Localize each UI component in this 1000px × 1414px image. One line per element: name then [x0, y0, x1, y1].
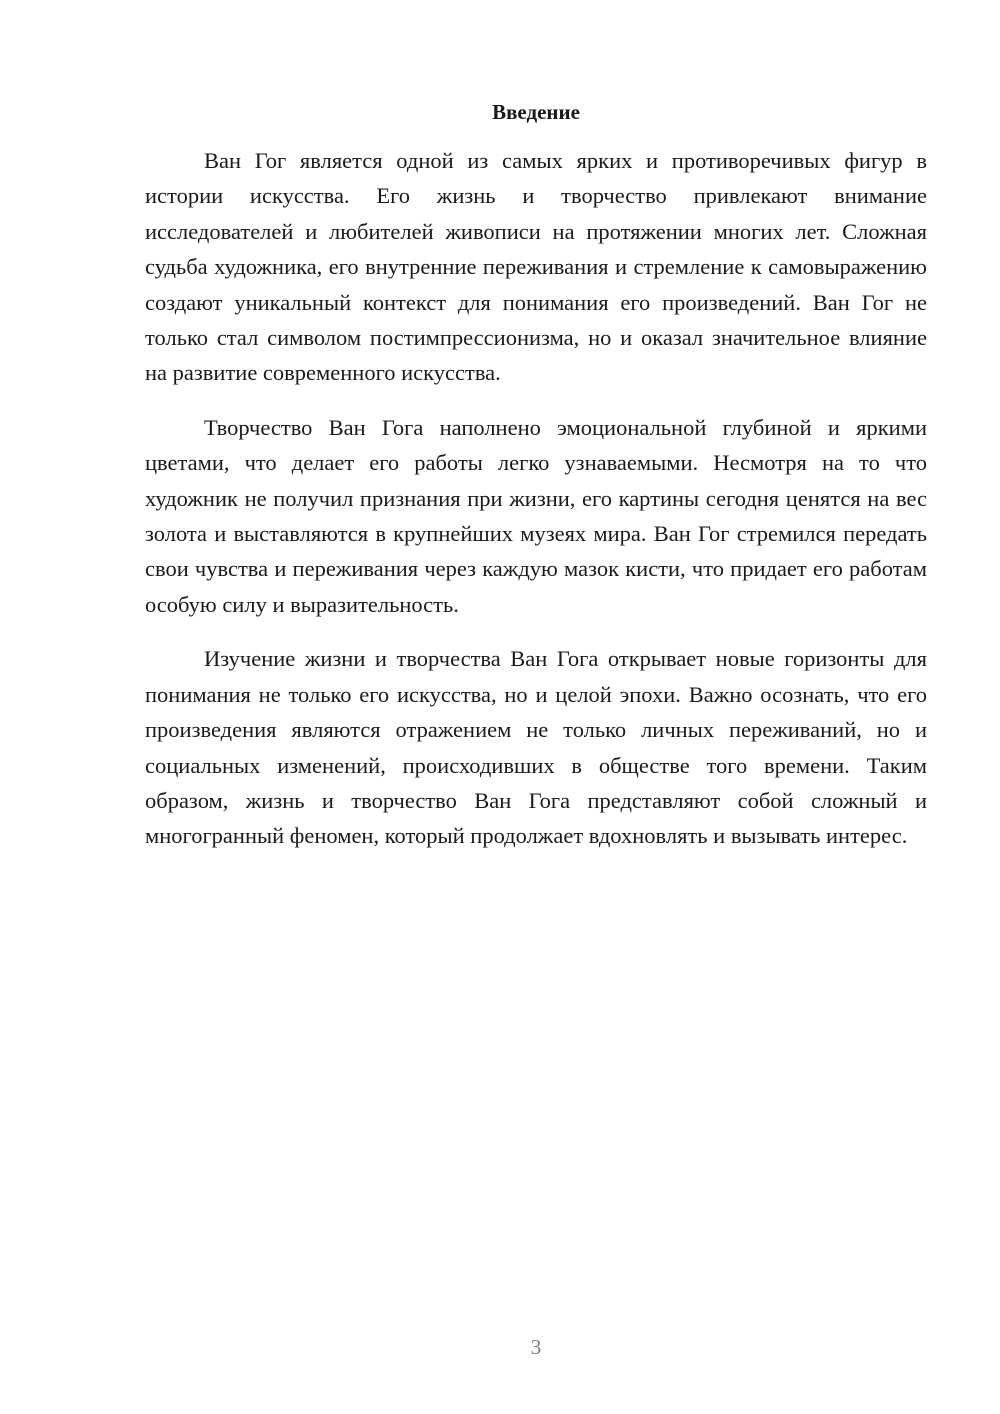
paragraph-3: Изучение жизни и творчества Ван Гога открывает новые горизонты для понимания не только его искусства, но и целой эпохи. Важно осознать, что его произведения являются отражением не только личных переживаний, но и социальных изменений, происходивших в обществе того времени. Таким образом, жизнь и творчество Ван Гога представляют собой сложный и многогранный феномен, который продолжает вдохновлять и вызывать интерес. [145, 646, 927, 849]
body-text [145, 143, 927, 873]
paragraph-2: Творчество Ван Гога наполнено эмоциональной глубиной и яркими цветами, что делает его работы легко узнаваемыми. Несмотря на то что художник не получил признания при жизни, его картины сегодня ценятся на вес золота и выставляются в крупнейших музеях мира. Ван Гог стремился передать свои чувства и переживания через каждую мазок кисти, что придает его работам особую силу и выразительность. [145, 414, 927, 617]
paragraph-1: Ван Гог является одной из самых ярких и противоречивых фигур в истории искусства. Его жизнь и творчество привлекают внимание исследователей и любителей живописи на протяжении многих лет. Сложная судьба художника, его внутренние переживания и стремление к самовыражению создают уникальный контекст для понимания его произведений. Ван Гог не только стал символом постимпрессионизма, но и оказал значительное влияние на развитие современного искусства. [145, 148, 927, 386]
page-number: 3 [530, 1335, 542, 1359]
page-title: Введение [492, 100, 580, 124]
